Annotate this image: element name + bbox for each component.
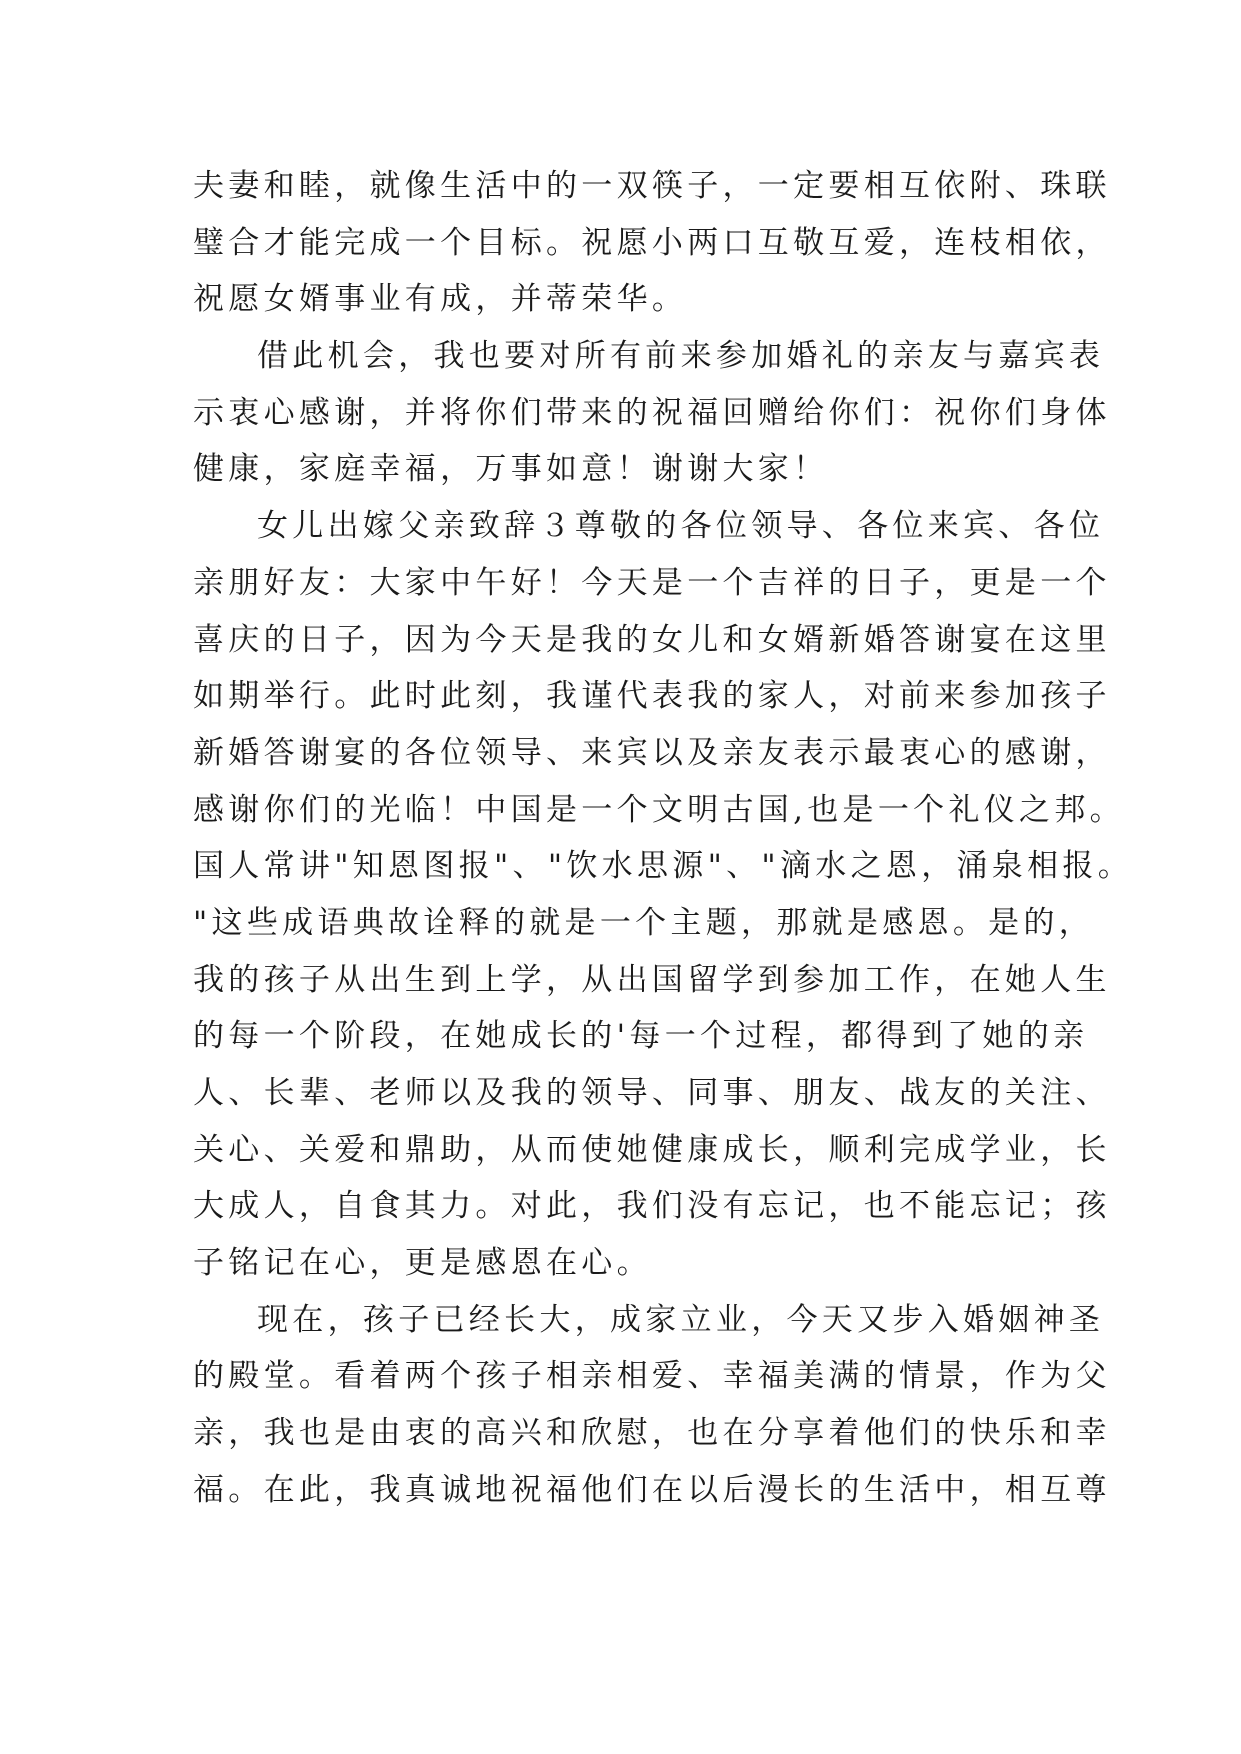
text-line: 国人常讲"知恩图报"、"饮水思源"、"滴水之恩，涌泉相报。 (193, 848, 1133, 885)
text-line: 感谢你们的光临！中国是一个文明古国,也是一个礼仪之邦。 (193, 791, 1125, 828)
speech-text (193, 158, 1133, 1519)
text-line: 亲，我也是由衷的高兴和欣慰，也在分享着他们的快乐和幸 (193, 1415, 1111, 1452)
paragraph-start-line: 借此机会，我也要对所有前来参加婚礼的亲友与嘉宾表 (257, 338, 1105, 375)
text-line: "这些成语典故诠释的就是一个主题，那就是感恩。是的， (193, 904, 1095, 941)
text-line: 大成人，自食其力。对此，我们没有忘记，也不能忘记；孩 (193, 1188, 1111, 1225)
text-line: 示衷心感谢，并将你们带来的祝福回赠给你们：祝你们身体 (193, 394, 1111, 431)
text-line: 新婚答谢宴的各位领导、来宾以及亲友表示最衷心的感谢， (193, 734, 1111, 771)
text-line: 喜庆的日子，因为今天是我的女儿和女婿新婚答谢宴在这里 (193, 621, 1111, 658)
text-line: 我的孩子从出生到上学，从出国留学到参加工作，在她人生 (193, 961, 1111, 998)
text-line: 璧合才能完成一个目标。祝愿小两口互敬互爱，连枝相依， (193, 224, 1111, 261)
text-line: 子铭记在心，更是感恩在心。 (193, 1245, 652, 1282)
text-line: 福。在此，我真诚地祝福他们在以后漫长的生活中，相互尊 (193, 1471, 1111, 1508)
paragraph-start-line: 现在，孩子已经长大，成家立业，今天又步入婚姻神圣 (257, 1301, 1105, 1338)
text-line: 的每一个阶段，在她成长的'每一个过程，都得到了她的亲 (193, 1018, 1089, 1055)
text-line: 祝愿女婿事业有成，并蒂荣华。 (193, 281, 688, 318)
paragraph-start-line: 女儿出嫁父亲致辞３尊敬的各位领导、各位来宾、各位 (257, 508, 1105, 545)
text-line: 人、长辈、老师以及我的领导、同事、朋友、战友的关注、 (193, 1075, 1111, 1111)
text-line: 的殿堂。看着两个孩子相亲相爱、幸福美满的情景，作为父 (193, 1358, 1111, 1395)
text-line: 如期举行。此时此刻，我谨代表我的家人，对前来参加孩子 (193, 678, 1111, 715)
text-line: 夫妻和睦，就像生活中的一双筷子，一定要相互依附、珠联 (193, 168, 1111, 204)
text-line: 关心、关爱和鼎助，从而使她健康成长，顺利完成学业，长 (193, 1131, 1111, 1168)
text-line: 健康，家庭幸福，万事如意！谢谢大家！ (193, 451, 829, 488)
text-line: 亲朋好友：大家中午好！今天是一个吉祥的日子，更是一个 (193, 564, 1111, 601)
